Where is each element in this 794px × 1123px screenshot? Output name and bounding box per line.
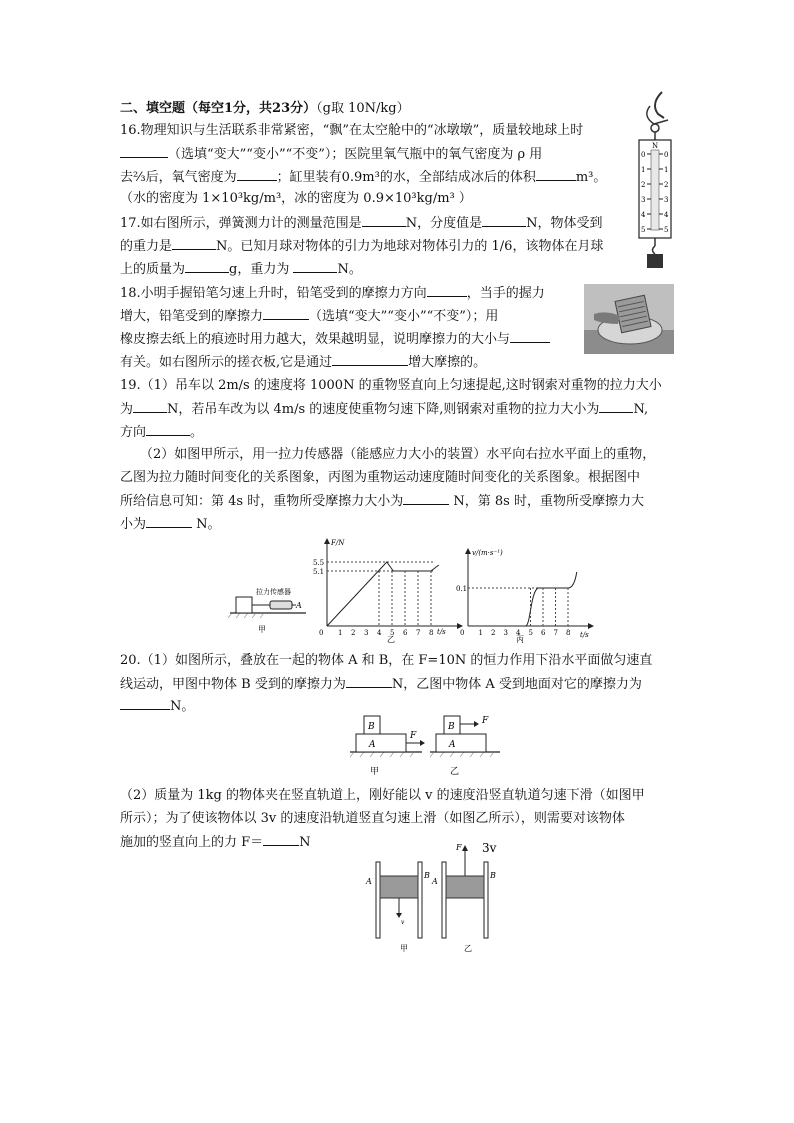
force-time-chart [313,536,463,644]
q19-part2-line4 [120,514,221,535]
q20-part2-line3b: N [299,835,311,850]
q20-line1: 20.（1）如图所示，叠放在一起的物体 A 和 B，在 F=10N 的恒力作用下沿水平面做匀速直 [120,653,653,668]
q19-line2 [120,399,648,420]
answer-blank[interactable] [293,259,337,273]
tick-label: 3 [664,196,669,204]
answer-blank[interactable] [146,422,190,436]
sensor-icon [270,601,292,609]
tick-label: 2 [664,181,669,189]
answer-blank[interactable] [263,306,309,320]
block-a-label: A [369,740,376,750]
force-label: F [482,716,489,726]
q18-line3-text: 橡皮擦去纸上的痕迹时用力越大，效果越明显，说明摩擦力的大小与 [120,332,511,347]
tick-label: 2 [641,181,646,189]
x-tick-label: 3 [503,629,508,637]
q16-line2-text: （选填“变大”“变小”“不变”）；医院里氧气瓶中的氧气密度为 ρ 用 [168,147,543,162]
q16-line1: 16.物理知识与生活联系非常紧密，“飘”在太空舱中的“冰墩墩”，质量较地球上时 [120,123,584,138]
tick-label: 1 [641,166,646,174]
q19-part2-line4b: N。 [196,517,221,532]
x-tick-label: 8 [429,629,434,637]
clamped-object [380,876,418,898]
block-a [356,734,406,752]
answer-blank[interactable] [510,329,550,343]
answer-blank[interactable] [482,213,526,227]
q16-line3 [120,167,606,188]
q19-line2c: N, [633,402,649,417]
q16-line2 [120,144,542,165]
stacked-blocks-figure [344,712,504,784]
q19-part2-line1: （2）如图甲所示，用一拉力传感器（能感应力大小的装置）水平向右拉水平面上的重物， [140,447,656,462]
block-a-label: A [449,740,456,750]
q19-line1: 19.（1）吊车以 2m/s 的速度将 1000N 的重物竖直向上匀速提起,这时钢索对重物的拉力大小 [120,378,662,393]
q17-line3b: g，重力为 [229,262,290,277]
y-tick-label: 5.1 [313,568,325,576]
weight-block [236,597,252,613]
x-tick-label: 7 [553,629,558,637]
x-tick-label: 2 [351,629,356,637]
section-note: （g取 10N/kg） [316,101,410,116]
q18-line3 [120,329,550,350]
q17-line3c: N。 [337,262,362,277]
x-tick-label: 5 [390,629,395,637]
q18-line4 [120,352,486,373]
answer-blank[interactable] [599,399,633,413]
x-tick-label: 3 [364,629,369,637]
section-title: 二、填空题（每空1分，共23分） [120,101,317,116]
x-tick-label: 1 [338,629,343,637]
hand-icon [655,92,664,118]
track-a [442,862,446,938]
track-b-label: B [424,871,430,880]
x-tick-label: 7 [416,629,421,637]
track-b [418,862,422,938]
q17-line3a: 上的质量为 [120,262,186,277]
q20-line3 [120,696,194,717]
q19-part2-line2: 乙图为拉力随时间变化的关系图象，丙图为重物运动速度随时间变化的关系图象。根据图中 [120,470,641,485]
track-a [376,862,380,938]
q18-line2b: （选填“变大”“变小”“不变”）；用 [309,309,499,324]
q18-line1 [120,283,545,304]
figure-caption: 乙 [464,944,472,953]
block-b-label: B [448,722,455,732]
answer-blank[interactable] [172,236,216,250]
y-axis-label: v/(m·s⁻¹) [472,549,503,557]
q18-line1b: ，当手的握力 [466,286,545,301]
q19-line3a: 方向 [120,425,147,440]
x-axis-label: t/s [437,628,446,636]
q19-line3 [120,422,203,443]
figure-caption: 乙 [450,767,460,777]
q16-line3b: ；缸里装有0.9m³的水，全部结成冰后的体积 [276,170,536,185]
tick-label: 5 [641,226,646,234]
x-axis-label: t/s [580,631,589,639]
spring-scale-figure [628,88,688,274]
tick-label: 0 [641,151,646,159]
track-a-label: A [366,877,372,886]
velocity-label: 3v [482,841,497,855]
tick-label: 0 [664,151,669,159]
block-a [436,734,486,752]
track-b-label: B [490,871,496,880]
answer-blank[interactable] [263,832,299,846]
track-a-label: A [432,877,438,886]
answer-blank[interactable] [120,144,168,158]
tick-label: 4 [664,211,669,219]
velocity-curve [468,572,577,626]
force-curve [327,562,439,626]
x-tick-label: 8 [566,629,571,637]
tick-label: 4 [641,211,646,219]
q20-part2-line1: （2）质量为 1kg 的物体夹在竖直轨道上，刚好能以 v 的速度沿竖直轨道匀速下滑（如图甲 [120,788,645,803]
x-tick-label: 2 [491,629,496,637]
answer-blank[interactable] [146,514,192,528]
y-axis-label: F/N [331,539,345,547]
force-label: F [456,843,462,852]
q20-line2 [120,674,642,695]
q19-part2-line3 [120,491,644,512]
origin-label: 0 [460,629,465,637]
x-tick-label: 4 [377,629,382,637]
q18-line2a: 增大，铅笔受到的摩擦力 [120,309,264,324]
q19-line2b: N，若吊车改为以 4m/s 的速度使重物匀速下降,则钢索对重物的拉力大小为 [167,402,600,417]
washboard-photo [584,284,674,354]
answer-blank[interactable] [332,352,408,366]
q17-line1 [120,213,602,234]
answer-blank[interactable] [427,283,467,297]
clamped-object [446,876,484,898]
x-tick-label: 4 [516,629,521,637]
track-b [484,862,488,938]
y-tick-label: 0.1 [456,585,468,593]
q19-line3b: 。 [190,425,204,440]
q18-line4b: 增大摩擦的。 [408,355,487,370]
vertical-track-figure [360,840,520,956]
answer-blank[interactable] [403,491,449,505]
q16-line3a: 去⅔后，氧气密度为 [120,170,237,185]
figure-caption: 丙 [516,635,524,644]
sensor-label: 拉力传感器 [256,588,291,596]
scale-unit: N [651,142,659,150]
q17-line1b: N，分度值是 [405,216,483,231]
weight-block [647,254,663,268]
object-label: A [296,601,302,610]
velocity-label: v [401,919,405,926]
x-tick-label: 5 [528,629,533,637]
q17-line3 [120,259,362,280]
x-tick-label: 6 [403,629,408,637]
ring-icon [651,124,659,132]
x-tick-label: 6 [541,629,546,637]
force-label: F [410,731,417,741]
q17-line2b: N。已知月球对物体的引力为地球对物体引力的 1/6，该物体在月球 [216,239,604,254]
figure-caption: 甲 [258,625,266,634]
q17-line1a: 17.如右图所示，弹簧测力计的测量范围是 [120,216,362,231]
figure-caption: 甲 [400,944,408,953]
y-tick-label: 5.5 [313,559,325,567]
q16-line4: （水的密度为 1×10³kg/m³，冰的密度为 0.9×10³kg/m³ ） [120,191,472,206]
q18-line2 [120,306,498,327]
answer-blank[interactable] [185,259,229,273]
sensor-setup-figure [228,585,308,639]
answer-blank[interactable] [536,167,576,181]
x-tick-label: 1 [478,629,483,637]
q20-part2-line3 [120,832,311,853]
q19-line2a: 为 [120,402,134,417]
figure-caption: 乙 [387,635,395,644]
q19-part2-line3b: N，第 8s 时，重物所受摩擦力大 [453,494,644,509]
q18-line4a: 有关。如右图所示的搓衣板,它是通过 [120,355,333,370]
answer-blank[interactable] [133,399,167,413]
block-b-label: B [368,722,375,732]
answer-blank[interactable] [346,674,392,688]
answer-blank[interactable] [362,213,406,227]
q20-part2-line2: 所示）；为了使该物体以 3v 的速度沿轨道竖直匀速上滑（如图乙所示），则需要对该物体 [120,811,625,826]
q20-line2a: 线运动，甲图中物体 B 受到的摩擦力为 [120,677,346,692]
tick-label: 5 [664,226,669,234]
q19-part2-line4a: 小为 [120,517,147,532]
q16-line3c: m³。 [575,170,607,185]
section-header [120,99,410,119]
q20-line3-text: N。 [170,699,195,714]
hook-icon [653,246,656,254]
q17-line1c: N，物体受到 [526,216,603,231]
answer-blank[interactable] [237,167,277,181]
q20-part2-line3a: 施加的竖直向上的力 F＝ [120,835,264,850]
q18-line1a: 18.小明手握铅笔匀速上升时，铅笔受到的摩擦力方向 [120,286,427,301]
figure-caption: 甲 [370,767,380,777]
answer-blank[interactable] [120,696,170,710]
tick-label: 1 [664,166,669,174]
origin-label: 0 [319,629,324,637]
q20-line2b: N，乙图中物体 A 受到地面对它的摩擦力为 [391,677,642,692]
velocity-time-chart [456,546,596,644]
q17-line2a: 的重力是 [120,239,173,254]
q19-part2-line3a: 所给信息可知：第 4s 时，重物所受摩擦力大小为 [120,494,404,509]
tick-label: 3 [641,196,646,204]
q17-line2 [120,236,603,257]
